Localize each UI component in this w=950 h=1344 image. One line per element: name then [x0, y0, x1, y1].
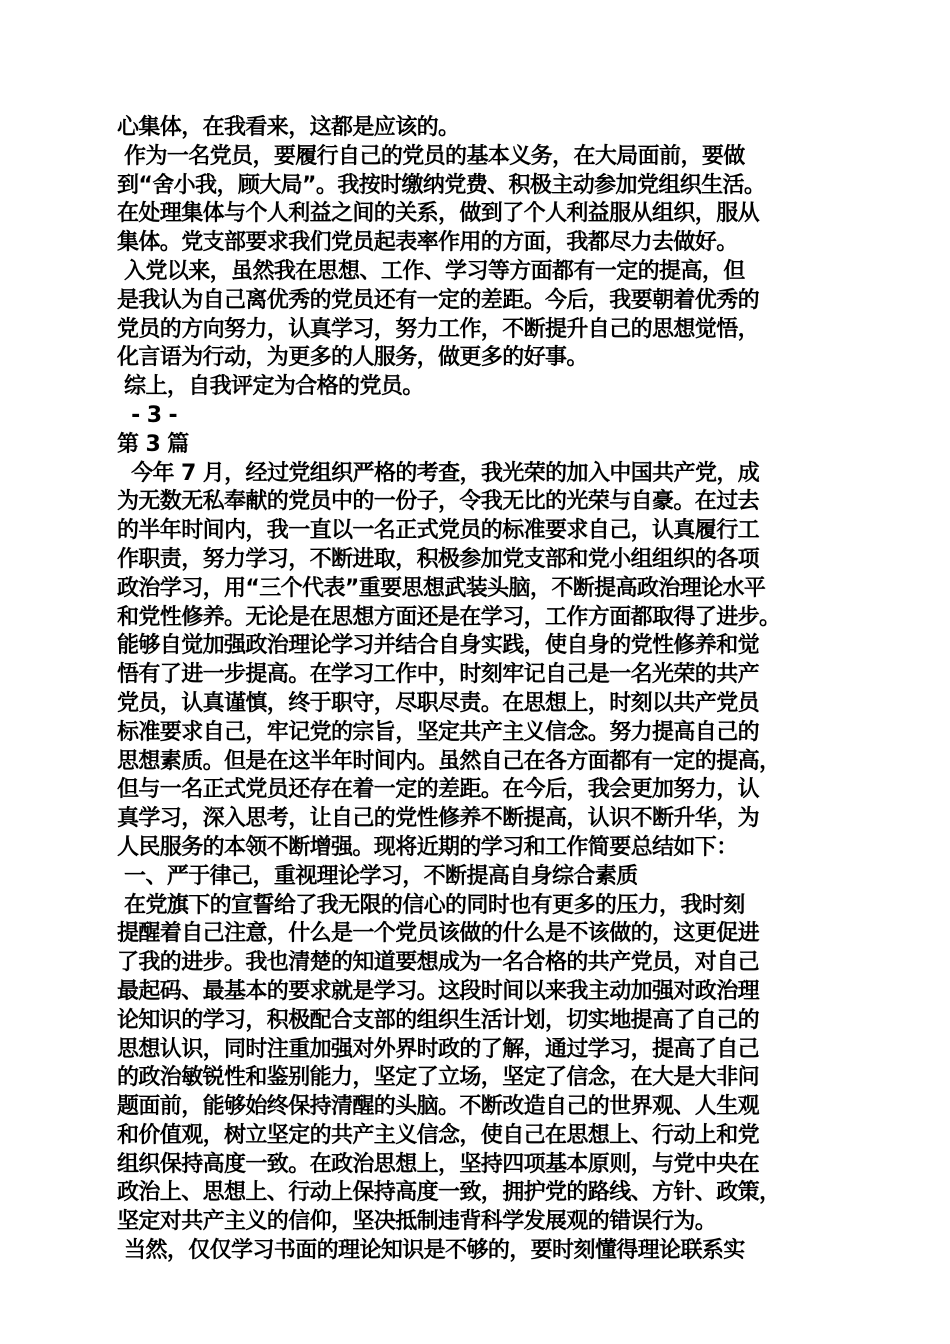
text-line: 题面前，能够始终保持清醒的头脑。不断改造自己的世界观、人生观 [117, 1094, 760, 1120]
text-line: 入党以来，虽然我在思想、工作、学习等方面都有一定的提高，但 [117, 258, 745, 284]
document-body [117, 114, 857, 1266]
text-line: 心集体，在我看来，这都是应该的。 [117, 115, 460, 140]
text-line: 的政治敏锐性和鉴别能力，坚定了立场，坚定了信念，在大是大非问 [117, 1065, 760, 1091]
text-line: 综上，自我评定为合格的党员。 [117, 374, 424, 400]
text-line: 真学习，深入思考，让自己的党性修养不断提高，认识不断升华，为 [117, 806, 760, 832]
text-line: 第 3 篇 [117, 431, 189, 457]
text-line: 和党性修养。无论是在思想方面还是在学习，工作方面都取得了进步。 [117, 604, 781, 630]
text-line: 论知识的学习，积极配合支部的组织生活计划，切实地提高了自己的 [117, 1007, 760, 1033]
text-line: 组织保持高度一致。在政治思想上，坚持四项基本原则，与党中央在 [117, 1151, 760, 1177]
text-line: 党员，认真谨慎，终于职守，尽职尽责。在思想上，时刻以共产党员 [117, 690, 760, 716]
text-line: 最起码、最基本的要求就是学习。这段时间以来我主动加强对政治理 [117, 978, 760, 1004]
text-line: 一、严于律己，重视理论学习，不断提高自身综合素质 [117, 863, 638, 889]
text-line: 了我的进步。我也清楚的知道要想成为一名合格的共产党员，对自己 [117, 950, 760, 976]
text-line: 但与一名正式党员还存在着一定的差距。在今后，我会更加努力，认 [117, 777, 760, 803]
text-line: 在处理集体与个人利益之间的关系，做到了个人利益服从组织，服从 [117, 201, 760, 227]
text-line: 党员的方向努力，认真学习，努力工作，不断提升自己的思想觉悟， [117, 316, 760, 342]
text-line: 思想认识，同时注重加强对外界时政的了解，通过学习，提高了自己 [117, 1036, 760, 1062]
text-line: 的半年时间内，我一直以一名正式党员的标准要求自己，认真履行工 [117, 518, 760, 544]
text-line: 坚定对共产主义的信仰，坚决抵制违背科学发展观的错误行为。 [117, 1209, 717, 1235]
text-line: 能够自觉加强政治理论学习并结合自身实践，使自身的党性修养和觉 [117, 633, 760, 659]
text-line: 标准要求自己，牢记党的宗旨，坚定共产主义信念。努力提高自己的 [117, 719, 760, 745]
text-line: 和价值观，树立坚定的共产主义信念，使自己在思想上、行动上和党 [117, 1122, 760, 1148]
text-line: 为无数无私奉献的党员中的一份子，令我无比的光荣与自豪。在过去 [117, 489, 760, 515]
text-line: 提醒着自己注意，什么是一个党员该做的什么是不该做的，这更促进 [117, 921, 760, 947]
text-line: 集体。党支部要求我们党员起表率作用的方面，我都尽力去做好。 [117, 230, 738, 256]
text-line: 到“舍小我，顾大局”。我按时缴纳党费、积极主动参加党组织生活。 [117, 172, 766, 198]
text-line: 当然，仅仅学习书面的理论知识是不够的，要时刻懂得理论联系实 [117, 1238, 745, 1264]
text-line: 在党旗下的宣誓给了我无限的信心的同时也有更多的压力，我时刻 [117, 892, 745, 918]
text-line: 人民服务的本领不断增强。现将近期的学习和工作简要总结如下： [117, 834, 738, 860]
text-line: 化言语为行动，为更多的人服务，做更多的好事。 [117, 345, 588, 371]
text-line: 作职责，努力学习，不断进取，积极参加党支部和党小组组织的各项 [117, 546, 760, 572]
text-line: 今年 7 月，经过党组织严格的考查，我光荣的加入中国共产党，成 [117, 460, 760, 486]
text-line: - 3 - [117, 402, 178, 428]
text-line: 政治上、思想上、行动上保持高度一致，拥护党的路线、方针、政策， [117, 1180, 781, 1206]
text-line: 是我认为自己离优秀的党员还有一定的差距。今后，我要朝着优秀的 [117, 287, 760, 313]
text-line: 作为一名党员，要履行自己的党员的基本义务，在大局面前，要做 [117, 143, 745, 169]
text-line: 政治学习，用“三个代表”重要思想武装头脑，不断提高政治理论水平 [117, 575, 766, 601]
text-line: 思想素质。但是在这半年时间内。虽然自己在各方面都有一定的提高， [117, 748, 781, 774]
text-line: 悟有了进一步提高。在学习工作中，时刻牢记自己是一名光荣的共产 [117, 662, 760, 688]
